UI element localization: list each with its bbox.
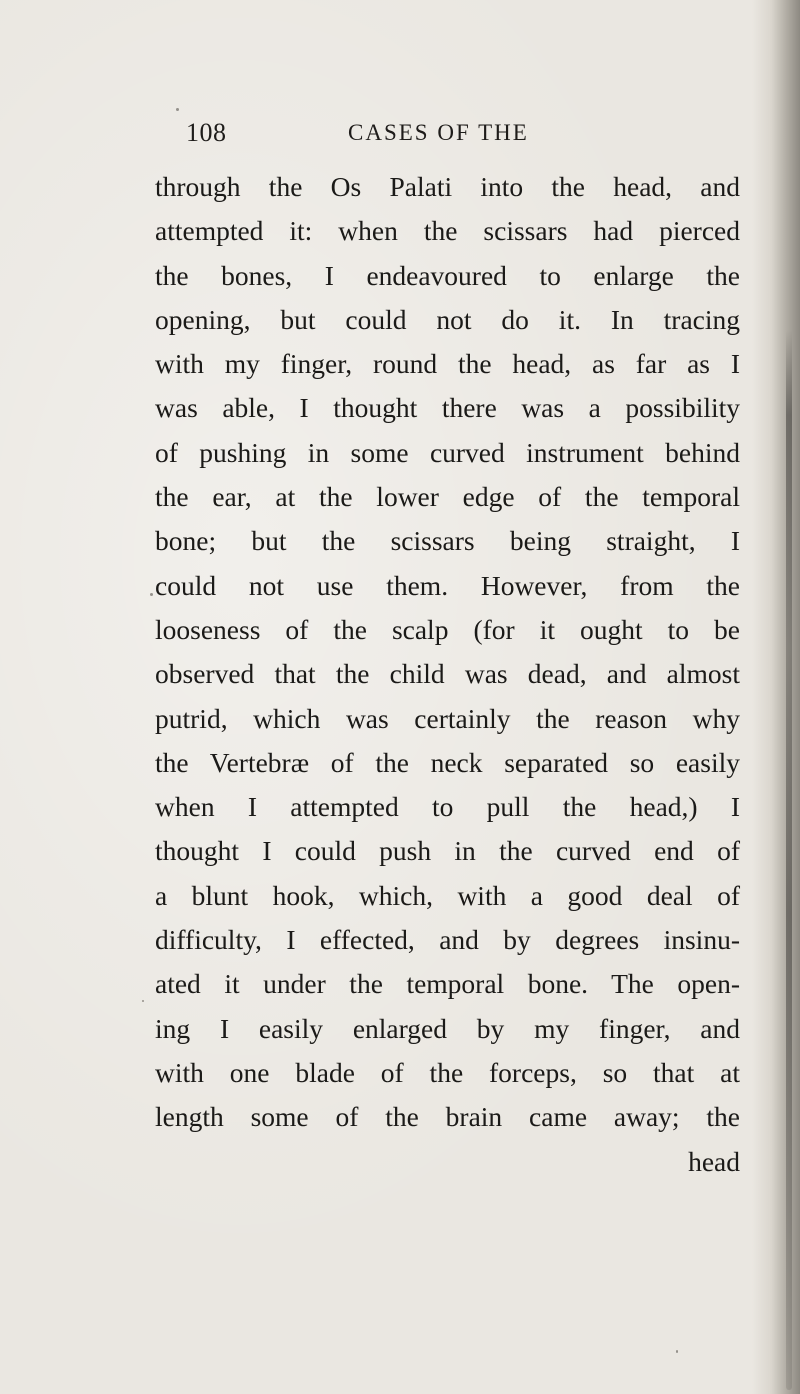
page-binding-edge bbox=[786, 330, 792, 1390]
text-line: bone; but the scissars being straight, I bbox=[155, 525, 740, 557]
text-line: attempted it: when the scissars had pierced bbox=[155, 215, 740, 247]
text-line: the bones, I endeavoured to enlarge the bbox=[155, 259, 740, 291]
text-line: through the Os Palati into the head, and bbox=[155, 171, 740, 202]
text-line: with my finger, round the head, as far as I bbox=[155, 348, 740, 380]
body-text bbox=[155, 165, 740, 1184]
text-line: looseness of the scalp (for it ought to be bbox=[155, 613, 740, 645]
text-line: with one blade of the forceps, so that at bbox=[155, 1056, 740, 1088]
paper-speck bbox=[142, 1000, 144, 1002]
text-line: the ear, at the lower edge of the temporal bbox=[155, 481, 740, 513]
text-line: ated it under the temporal bone. The open- bbox=[155, 968, 740, 1000]
paper-speck bbox=[676, 1350, 678, 1353]
text-line: could not use them. However, from the bbox=[155, 569, 740, 601]
text-line: putrid, which was certainly the reason why bbox=[155, 702, 740, 734]
page-binding-shadow bbox=[752, 0, 800, 1394]
text-line: ing I easily enlarged by my finger, and bbox=[155, 1012, 740, 1044]
paper-speck bbox=[150, 593, 153, 596]
text-line: thought I could push in the curved end of bbox=[155, 835, 740, 867]
page-number: 108 bbox=[186, 118, 227, 147]
text-line: a blunt hook, which, with a good deal of bbox=[155, 879, 740, 911]
text-line: the Vertebræ of the neck separated so easily bbox=[155, 746, 740, 778]
running-head bbox=[186, 118, 726, 158]
text-line: was able, I thought there was a possibility bbox=[155, 392, 740, 424]
text-line: when I attempted to pull the head,) I bbox=[155, 791, 740, 823]
section-title: CASES OF THE bbox=[348, 120, 529, 145]
paper-speck bbox=[176, 108, 179, 111]
text-line: opening, but could not do it. In tracing bbox=[155, 303, 740, 335]
text-line: observed that the child was dead, and almost bbox=[155, 658, 740, 690]
text-line: difficulty, I effected, and by degrees insinu- bbox=[155, 924, 740, 956]
text-line: of pushing in some curved instrument behind bbox=[155, 436, 740, 468]
catchword: head bbox=[688, 1145, 740, 1177]
text-line: length some of the brain came away; the bbox=[155, 1101, 740, 1133]
